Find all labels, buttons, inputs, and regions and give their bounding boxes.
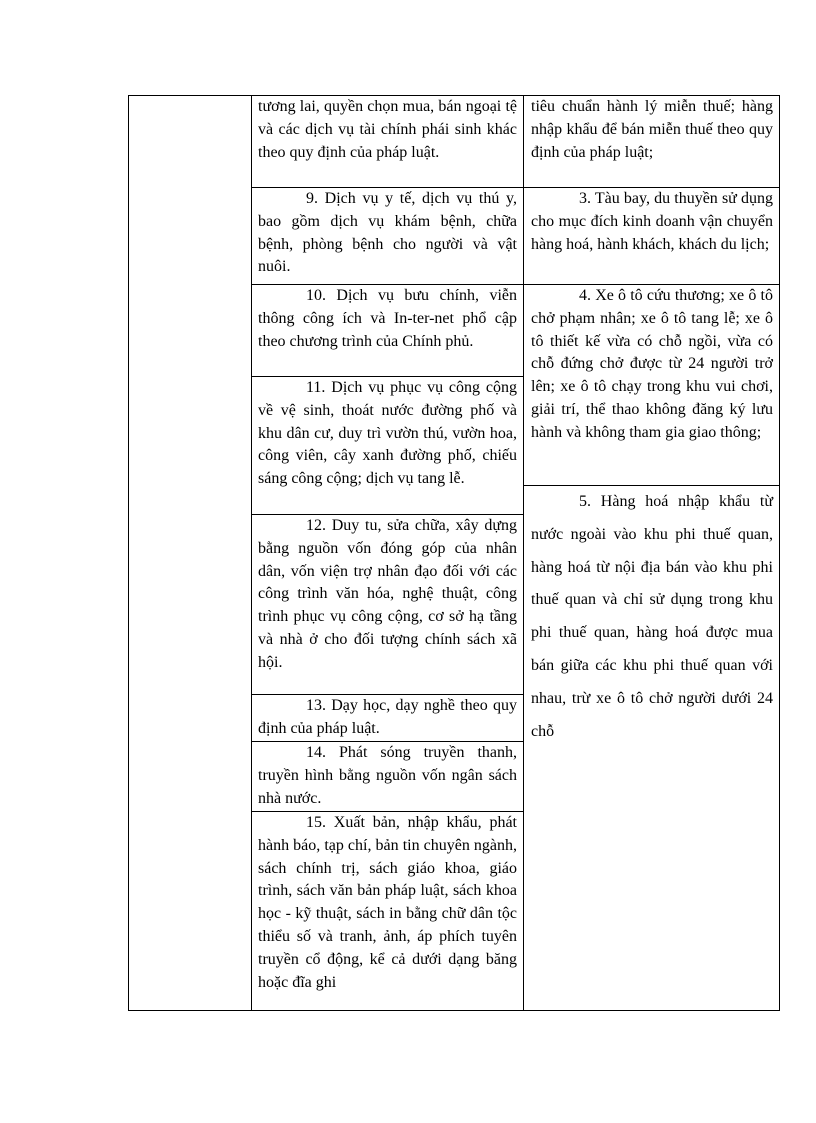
table-cell: [252, 376, 523, 491]
paragraph: 11. Dịch vụ phục vụ công cộng về vệ sinh, thoát nước đường phố và khu dân cư, duy trì vườn thú, vườn hoa, công viên, cây xanh đường phố, chiếu sáng công cộng; dịch vụ tang lễ.: [258, 379, 517, 488]
table-column-services: [252, 96, 524, 1010]
paragraph: 13. Dạy học, dạy nghề theo quy định của pháp luật.: [258, 697, 517, 737]
paragraph: 10. Dịch vụ bưu chính, viễn thông công ích và In-ter-net phổ cập theo chương trình của Chính phủ.: [258, 287, 517, 350]
table-cell: [524, 96, 779, 164]
paragraph: 14. Phát sóng truyền thanh, truyền hình bằng nguồn vốn ngân sách nhà nước.: [258, 744, 517, 807]
paragraph: 3. Tàu bay, du thuyền sử dụng cho mục đích kinh doanh vận chuyển hàng hoá, hành khách, khách du lịch;: [531, 190, 773, 253]
paragraph: tương lai, quyền chọn mua, bán ngoại tệ và các dịch vụ tài chính phái sinh khác theo quy định của pháp luật.: [258, 98, 517, 161]
paragraph: 9. Dịch vụ y tế, dịch vụ thú y, bao gồm dịch vụ khám bệnh, chữa bệnh, phòng bệnh cho người và vật nuôi.: [258, 190, 517, 276]
table-cell: [252, 284, 523, 353]
table-column-goods: [524, 96, 779, 1010]
paragraph: 12. Duy tu, sửa chữa, xây dựng bằng nguồn vốn đóng góp của nhân dân, vốn viện trợ nhân đạo đối với các công trình văn hóa, nghệ thuật, công trình phục vụ công cộng, cơ sở hạ tầng và nhà ở cho đối tượng chính sách xã hội.: [258, 517, 517, 671]
table-cell: [524, 284, 779, 445]
paragraph: 15. Xuất bản, nhập khẩu, phát hành báo, tạp chí, bản tin chuyên ngành, sách chính trị, sách giáo khoa, giáo trình, sách văn bản pháp luật, sách khoa học - kỹ thuật, sách in bằng chữ dân tộc thiểu số và tranh, ảnh, áp phích tuyên truyền cổ động, kể cả dưới dạng băng hoặc đĩa ghi: [258, 814, 517, 991]
paragraph: tiêu chuẩn hành lý miễn thuế; hàng nhập khẩu để bán miễn thuế theo quy định của pháp luật;: [531, 98, 773, 161]
paragraph: 5. Hàng hoá nhập khẩu từ nước ngoài vào khu phi thuế quan, hàng hoá từ nội địa bán vào khu phi thuế quan và chỉ sử dụng trong khu phi thuế quan, hàng hoá được mua bán giữa các khu phi thuế quan với nhau, trừ xe ô tô chở người dưới 24 chỗ: [531, 493, 773, 740]
table-cell: [524, 187, 779, 256]
table-cell: [252, 741, 523, 810]
table-cell: [252, 96, 523, 164]
paragraph: 4. Xe ô tô cứu thương; xe ô tô chở phạm nhân; xe ô tô tang lễ; xe ô tô thiết kế vừa có chỗ ngồi, vừa có chỗ đứng chở được từ 24 người trở lên; xe ô tô chạy trong khu vui chơi, giải trí, thể thao không đăng ký lưu hành và không tham gia giao thông;: [531, 287, 773, 441]
table-cell: [524, 485, 779, 748]
table-cell: [252, 514, 523, 675]
table-cell: [252, 811, 523, 994]
table-cell: [252, 187, 523, 279]
document-table: [128, 95, 780, 1011]
table-cell: [252, 694, 523, 741]
table-column-empty: [129, 96, 252, 1010]
